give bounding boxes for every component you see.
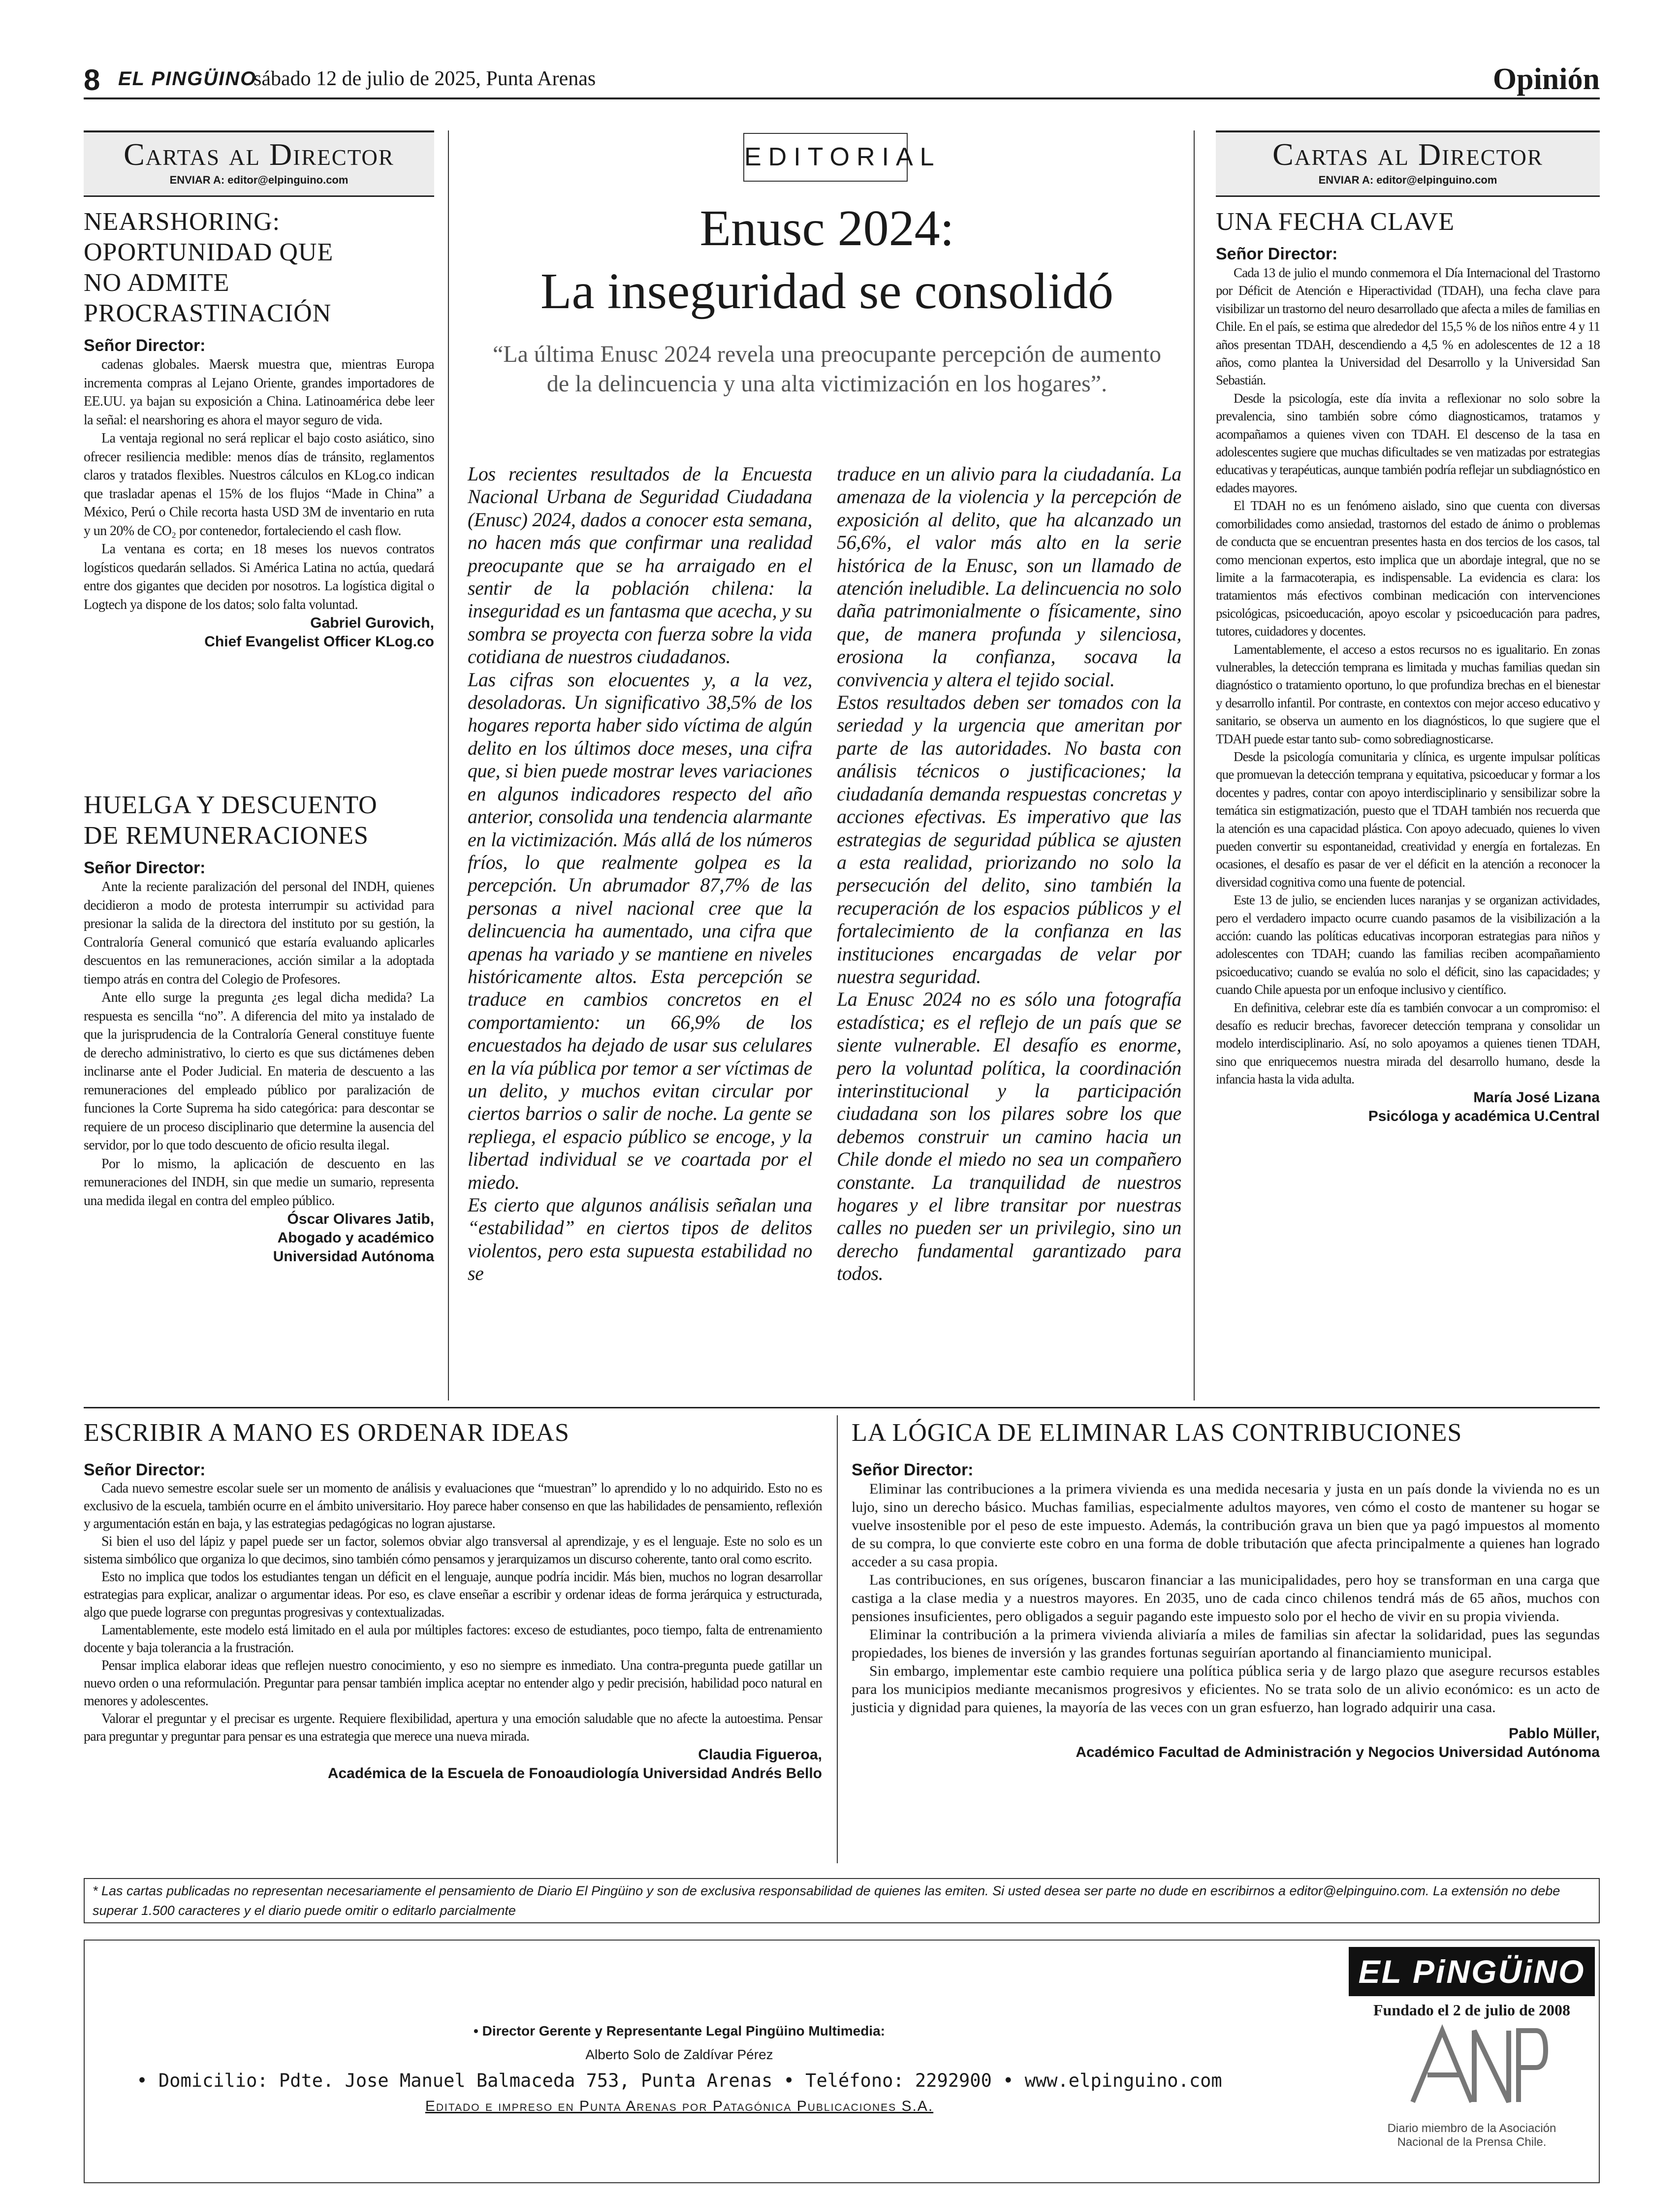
letter-escribir [84,1418,822,1783]
signature-name: María José Lizana [1473,1089,1600,1106]
anp-logo-icon [1400,2016,1548,2114]
page-header [84,58,1600,99]
founded-date: Fundado el 2 de julio de 2008 [1373,2001,1571,2019]
letter-huelga [84,790,434,1266]
letter-body [84,355,434,614]
signature-role: Chief Evangelist Officer KLog.co [204,634,434,650]
salutation: Señor Director: [84,859,206,877]
letter-logica [852,1418,1600,1762]
el-pinguino-logo: EL PiNGÜiNO [1349,1947,1595,1996]
paragraph: Por lo mismo, la aplicación de descuento en las remuneraciones del INDH, sin que medie un sumario, representa una medida ilegal en contra del empleo público. [84,1156,434,1209]
paragraph: Este 13 de julio, se encienden luces naranjas y se organizan actividades, pero el verdadero impacto ocurre cuando pasamos de la visibilización a la acción: cuando las políticas educativas incorporan estrategias para niños y adolescentes con TDAH; cuando las familias reciben acompañamiento psicoeducativo; cuando se evalúa no solo el déficit, sino las capacidades; y cuando Chile apuesta por un enfoque inclusivo y científico. [1216,892,1600,997]
paragraph: En definitiva, celebrar este día es también convocar a un compromiso: el desafío es reducir brechas, favorecer detección temprana y consolidar un modelo interdisciplinario. Así, no solo apoyamos a quienes tienen TDAH, sino que enriquecemos nuestra mirada del desarrollo humano, desde la infancia hasta la vida adulta. [1216,1000,1600,1087]
footer-director-label: • Director Gerente y Representante Legal Pingüino Multimedia: [474,2023,885,2039]
paragraph: El TDAH no es un fenómeno aislado, sino que cuenta con diversas comorbilidades como ansiedad, trastornos del estado de ánimo o problemas de conducta que se encuentran presentes hasta en dos tercios de los casos, tal como mencionan expertos, esto implica que un abordaje integral, que no se limite a la farmacoterapia, es indispensable. La evidencia es clara: los tratamientos más efectivos combinan medicación con intervenciones psicológicas, psicoeducación, apoyo escolar y psicoeducación para padres, tutores, cuidadores y docentes. [1216,498,1600,639]
signature-name: Gabriel Gurovich, [310,615,434,631]
cartas-title: Cartas al Director [124,137,394,172]
editorial-column-2 [837,463,1181,1285]
section-divider [84,1407,1600,1408]
letters-disclaimer: * Las cartas publicadas no representan necesariamente el pensamiento de Diario El Pingüino y son de exclusiva responsabilidad de quienes las emiten. Si usted desea ser parte no dude en escribirnos a editor@elpinguino.com. La extensión no debe superar 1.500 caracteres y el diario puede omitir o editarlo parcialmente [84,1878,1600,1923]
paragraph: Cada 13 de julio el mundo conmemora el Día Internacional del Trastorno por Déficit de Atención e Hiperactividad (TDAH), una fecha clave para visibilizar un trastorno del neuro desarrollado que afecta a miles de familias en Chile. En el país, se estima que alrededor del 15,5 % de los niños entre 4 y 11 años presentan TDAH, descendiendo a 4,5 % en adolescentes de 12 a 18 años, como plantea la Universidad del Desarrollo y la Universidad San Sebastián. [1216,265,1600,388]
letter-body [1216,264,1600,1088]
paragraph: Estos resultados deben ser tomados con la seriedad y la urgencia que ameritan por parte de las autoridades. No basta con análisis técnicos o justificaciones; la ciudadanía demanda respuestas concretas y acciones efectivas. Es imperativo que las estrategias de seguridad pública se ajusten a esta realidad, priorizando no solo la persecución del delito, sino también la recuperación de los espacios públicos y el fortalecimiento de la confianza en las instituciones encargadas de velar por nuestra seguridad. [837,691,1181,988]
signature-role: Académico Facultad de Administración y Negocios Universidad Autónoma [1076,1744,1600,1760]
salutation: Señor Director: [1216,245,1338,263]
signature-name: Claudia Figueroa, [698,1747,822,1763]
letter-body [84,1480,822,1746]
signature-role: Abogado y académico [277,1230,434,1246]
paragraph: Pensar implica elaborar ideas que reflejen nuestro conocimiento, y eso no siempre es inmediato. Una contra-pregunta puede gatillar un nuevo orden o una reformulación. Preguntar para pensar también implica aceptar no entender algo y pedir precisión, habilidad poco natural en menores y adolescentes. [84,1658,822,1709]
cartas-header-left [84,130,434,197]
issue-date: sábado 12 de julio de 2025, Punta Arenas [254,67,596,90]
column-rule-bottom [837,1415,838,1863]
paragraph: Eliminar la contribución a la primera vivienda aliviaría a miles de familias sin afectar la solidaridad, pues las segundas propiedades, los bienes de inversión y las grandes fortunas seguirían aportando al financiamiento municipal. [852,1626,1600,1661]
letter-fecha-clave [1216,207,1600,1126]
letter-title: HUELGA Y DESCUENTO DE REMUNERACIONES [84,791,378,850]
cartas-title: Cartas al Director [1272,137,1543,172]
signature-name: Pablo Müller, [1508,1725,1600,1742]
salutation: Señor Director: [84,336,206,355]
cartas-header-right [1216,130,1600,197]
cartas-subtitle: ENVIAR A: editor@elpinguino.com [169,174,349,186]
paragraph: Valorar el preguntar y el precisar es urgente. Requiere flexibilidad, apertura y una emoción saludable que no afecte la autoestima. Pensar para preguntar y preguntar para pensar es una estrategia que merece una nueva mirada. [84,1711,822,1744]
paragraph: Ante la reciente paralización del personal del INDH, quienes decidieron a modo de protesta interrumpir su actividad para presionar la salida de la directora del instituto por su gestión, la Contraloría General comunicó que estaría evaluando aplicarles descuentos en las remuneraciones, acción similar a la adoptada tiempo atrás en contra del Colegio de Profesores. [84,879,434,987]
section-name: Opinión [1492,63,1600,96]
letter-title: LA LÓGICA DE ELIMINAR LAS CONTRIBUCIONES [852,1419,1462,1447]
letter-title: UNA FECHA CLAVE [1216,208,1455,236]
editorial-headline-line2: La inseguridad se consolidó [540,263,1113,319]
paragraph: Ante ello surge la pregunta ¿es legal dicha medida? La respuesta es sencilla “no”. A diferencia del mito ya instalado de que la jurisprudencia de la Contraloría General constituye fuente de derecho administrativo, lo cierto es que sus dictámenes deben inclinarse ante el Poder Judicial. En materia de descuento a las remuneraciones del empleado público por paralización de funciones la Corte Suprema ha sido categórica: para descontar se requiere de un proceso disciplinario que determine la ausencia del servidor, por lo que todo descuento de oficio resulta ilegal. [84,990,434,1153]
editorial-headline-line1: Enusc 2024: [699,200,954,256]
editorial-lead: “La última Enusc 2024 revela una preocupante percepción de aumento de la delincuencia y una alta victimización en los hogares”. [492,341,1162,397]
signature [84,1210,434,1266]
letter-nearshoring [84,207,434,651]
letter-body [852,1480,1600,1717]
paragraph: La ventana es corta; en 18 meses los nuevos contratos logísticos quedarán sellados. Si América Latina no actúa, quedará entre dos gigantes que deciden por nosotros. La logística digital o Logtech ya dispone de los datos; solo falta voluntad. [84,542,434,612]
signature [84,1746,822,1783]
page-number: 8 [84,64,100,96]
cartas-subtitle: ENVIAR A: editor@elpinguino.com [1318,174,1497,186]
editorial-column-1 [468,463,812,1285]
paragraph: Sin embargo, implementar este cambio requiere una política pública seria y de largo plazo que asegure recursos estables para los municipios mediante mecanismos progresivos y eficientes. No se trata solo de un alivio económico: es un acto de justicia y dignidad para quienes, la mayoría de las veces con un gran esfuerzo, han logrado adquirir una casa. [852,1663,1600,1716]
paragraph: Cada nuevo semestre escolar suele ser un momento de análisis y evaluaciones que “muestran” lo aprendido y lo no adquirido. Esto no es exclusivo de la escuela, también ocurre en el ámbito universitario. Hoy parece haber consenso en que las habilidades de pensamiento, reflexión y argumentación están en baja, y las estrategias pedagógicas no logran ajustarse. [84,1481,822,1531]
anp-caption: Diario miembro de la Asociación Nacional de la Prensa Chile. [1387,2122,1556,2149]
paragraph: Es cierto que algunos análisis señalan una “estabilidad” en ciertos tipos de delitos violentos, pero esta supuesta estabilidad no se [468,1194,812,1285]
editorial-headline [443,197,1211,323]
paragraph: La ventaja regional no será replicar el bajo costo asiático, sino ofrecer resiliencia medible: menos días de tránsito, reglamentos claros y tratados flexibles. Nuestros cálculos en KLog.co indican que trasladar apenas el 15% de los flujos “Made in China” a México, Perú o Chile recorta hasta USD 3M de inventario en ruta y un 20% de CO₂ por contenedor, fortaleciendo el cash flow. [84,431,434,539]
paragraph: La Enusc 2024 no es sólo una fotografía estadística; es el reflejo de un país que se siente vulnerable. El desafío es enorme, pero la voluntad política, la coordinación interinstitucional y la participación ciudadana son los pilares sobre los que debemos construir un camino hacia un Chile donde el miedo no sea un compañero constante. La tranquilidad de nuestros hogares y el libre transitar por nuestras calles no pueden ser un privilegio, sino un derecho fundamental garantizado para todos. [837,988,1181,1285]
letter-title: ESCRIBIR A MANO ES ORDENAR IDEAS [84,1419,570,1447]
signature-role: Académica de la Escuela de Fonoaudiología Universidad Andrés Bello [327,1765,822,1782]
signature-name: Óscar Olivares Jatib, [287,1211,434,1227]
paragraph: Lamentablemente, este modelo está limitado en el aula por múltiples factores: exceso de estudiantes, poco tiempo, falta de entrenamiento docente y baja tolerancia a la frustración. [84,1623,822,1656]
signature-role: Psicóloga y académica U.Central [1368,1108,1600,1124]
paragraph: Las contribuciones, en sus orígenes, buscaron financiar a las municipalidades, pero hoy se transforman en una carga que castiga a la clase media y a nuestros mayores. En 2035, uno de cada cinco chilenos tendrá más de 65 años, muchos con pensiones insuficientes, pero obligados a seguir pagando este impuesto solo por el hecho de vivir en su propia vivienda. [852,1572,1600,1625]
paragraph: Los recientes resultados de la Encuesta Nacional Urbana de Seguridad Ciudadana (Enusc) 2024, dados a conocer esta semana, no hacen más que confirmar una realidad preocupante que se ha arraigado en el sentir de la población chilena: la inseguridad es un fantasma que acecha, y su sombra se proyecta con fuerza sobre la vida cotidiana de nuestros ciudadanos. [468,463,812,668]
salutation: Señor Director: [852,1461,974,1479]
footer-director-name: Alberto Solo de Zaldívar Pérez [585,2047,773,2062]
salutation: Señor Director: [84,1461,206,1479]
editorial-label: EDITORIAL [743,133,908,182]
footer-address: • Domicilio: Pdte. Jose Manuel Balmaceda 753, Punta Arenas • Teléfono: 2292900 • www.elpinguino.com [136,2070,1222,2091]
paragraph: Eliminar las contribuciones a la primera vivienda es una medida necesaria y justa en un país donde la vivienda no es un lujo, sino un derecho básico. Muchas familias, especialmente adultos mayores, ven cómo el costo de mantener su hogar se vuelve insostenible por el peso de este impuesto. Además, la contribución grava un bien que ya pagó impuestos al momento de su compra, lo que convierte este cobro en una forma de doble tributación que afecta principalmente a quienes han logrado acceder a su casa propia. [852,1481,1600,1570]
paragraph: cadenas globales. Maersk muestra que, mientras Europa incrementa compras al Lejano Oriente, grandes importadores de EE.UU. ya bajan su exposición a China. Latinoamérica debe leer la señal: el nearshoring es ahora el mayor seguro de vida. [84,357,434,428]
masthead-small: EL PINGÜINO [118,68,257,90]
signature [852,1724,1600,1762]
paragraph: Esto no implica que todos los estudiantes tengan un déficit en el lenguaje, aunque podría incidir. Más bien, muchos no logran desarrollar estrategias para explicar, analizar o argumentar ideas. Por eso, es clave enseñar a escribir y ordenar ideas de forma jerárquica y estructurada, algo que puede lograrse con preguntas progresivas y contextualizadas. [84,1569,822,1620]
paragraph: Lamentablemente, el acceso a estos recursos no es igualitario. En zonas vulnerables, la detección temprana es limitada y muchas familias quedan sin diagnóstico o tratamiento oportuno, lo que profundiza brechas en el bienestar y desarrollo infantil. Por contraste, en contextos con mejor acceso educativo y sanitario, se observa un aumento en los diagnósticos, lo que sugiere que el TDAH puede estar tanto sub- como sobrediagnosticarse. [1216,641,1600,746]
paragraph: traduce en un alivio para la ciudadanía. La amenaza de la violencia y la percepción de exposición al delito, que ha alcanzado un 56,6%, el valor más alto en la serie histórica de la Enusc, son un llamado de atención ineludible. La delincuencia no solo daña patrimonialmente o físicamente, sino que, de manera profunda y silenciosa, erosiona la confianza, socava la convivencia y altera el tejido social. [837,463,1181,691]
paragraph: Si bien el uso del lápiz y papel puede ser un factor, solemos obviar algo transversal al aprendizaje, y es el lenguaje. Este no solo es un sistema simbólico que organiza lo que decimos, sino también cómo pensamos y jerarquizamos un discurso coherente, tanto oral como escrito. [84,1534,822,1567]
signature [84,614,434,651]
letter-title: NEARSHORING: OPORTUNIDAD QUE NO ADMITE PROCRASTINACIÓN [84,208,334,327]
footer-printed-by: Editado e impreso en Punta Arenas por Patagónica Publicaciones S.A. [425,2098,934,2114]
signature-affiliation: Universidad Autónoma [273,1248,434,1265]
signature [1216,1088,1600,1126]
paragraph: Desde la psicología comunitaria y clínica, es urgente impulsar políticas que promuevan la detección temprana y equitativa, psicoeducar y formar a los docentes y padres, contar con apoyo interdisciplinario y sensibilizar sobre la temática sin estigmatización, puesto que el TDAH también nos recuerda que la atención es una capacidad plástica. Con apoyo adecuado, quienes lo viven pueden convertir su espontaneidad, creatividad y energía en fortalezas. En ocasiones, el desafío es pasar de ver el déficit en la atención a reconocer la diversidad cognitiva como una fuente de potencial. [1216,749,1600,890]
paragraph: Las cifras son elocuentes y, a la vez, desoladoras. Un significativo 38,5% de los hogares reporta haber sido víctima de algún delito en los últimos doce meses, una cifra que, si bien puede mostrar leves variaciones en algunos indicadores respecto del año anterior, consolida una tendencia alarmante en la victimización. Más allá de los números fríos, lo que realmente golpea es la percepción. Un abrumador 87,7% de las personas a nivel nacional cree que la delincuencia ha aumentado, una cifra que apenas ha variado y se mantiene en niveles históricamente altos. Esta percepción se traduce en cambios concretos en el comportamiento: un 66,9% de los encuestados ha dejado de usar sus celulares en la vía pública por temor a ser víctimas de un delito, y muchos evitan circular por ciertos barrios o salir de noche. La gente se repliega, el espacio público se encoge, y la libertad individual se ve coartada por el miedo. [468,668,812,1193]
letter-body [84,878,434,1210]
paragraph: Desde la psicología, este día invita a reflexionar no solo sobre la prevalencia, sino también sobre cómo diagnosticamos, tratamos y acompañamos a quienes viven con TDAH. El descenso de la tasa en adolescentes sugiere que muchas dificultades se ven matizadas por estrategias educativas y terapéuticas, aunque también podría reflejar un subdiagnóstico en edades mayores. [1216,390,1600,495]
